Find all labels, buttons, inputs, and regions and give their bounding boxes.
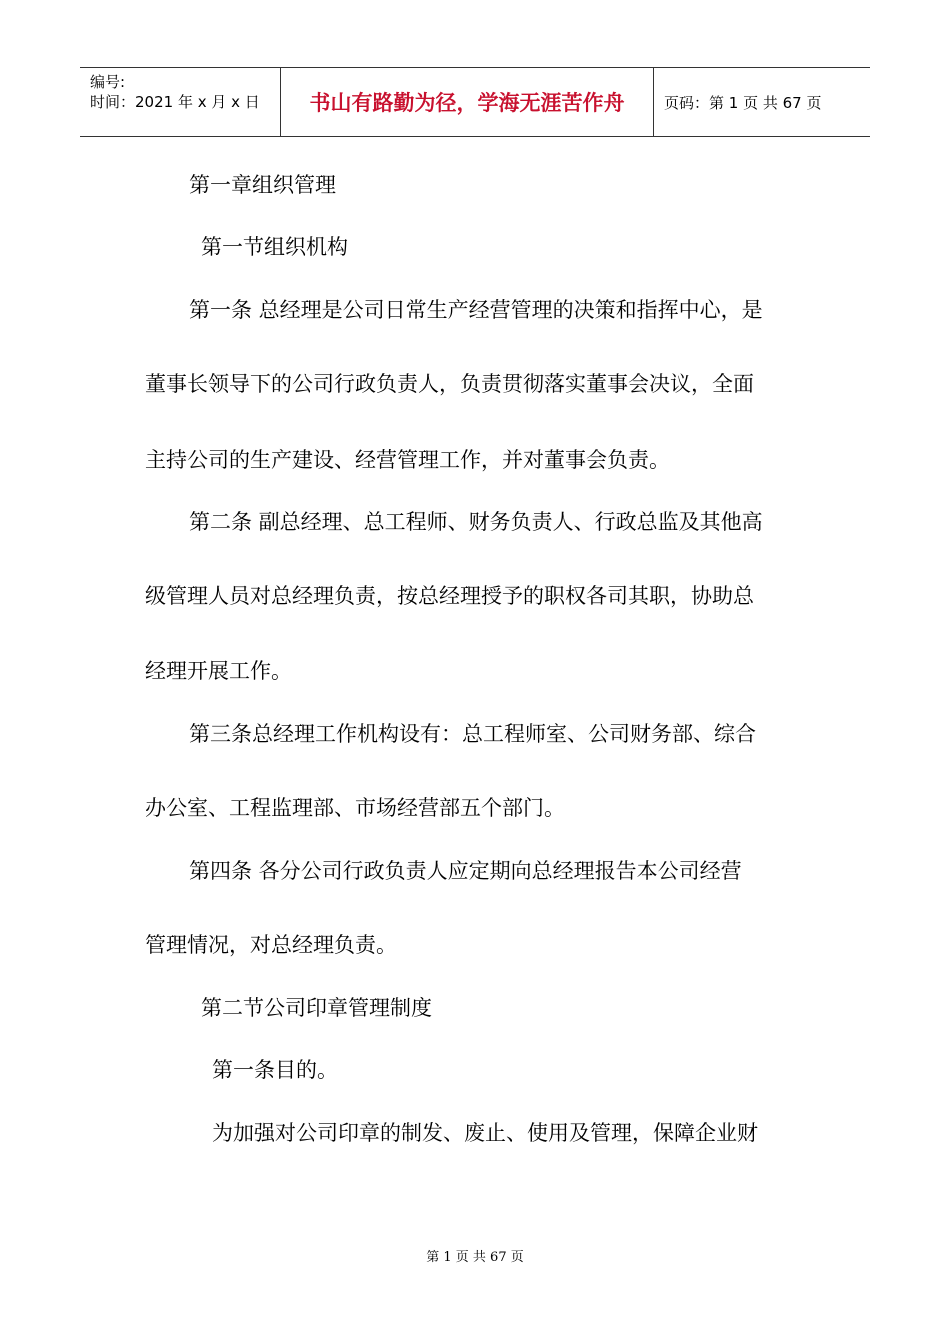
body-line: 第一条 总经理是公司日常生产经营管理的决策和指挥中心，是 bbox=[189, 298, 763, 322]
section-title: 第二节公司印章管理制度 bbox=[201, 996, 432, 1020]
body-line: 董事长领导下的公司行政负责人，负责贯彻落实董事会决议，全面 bbox=[145, 372, 754, 396]
body-line: 办公室、工程监理部、市场经营部五个部门。 bbox=[145, 796, 565, 820]
chapter-title: 第一章组织管理 bbox=[189, 173, 336, 197]
header-page-label: 页码：第 1 页 共 67 页 bbox=[664, 93, 822, 112]
body-line: 经理开展工作。 bbox=[145, 659, 292, 683]
body-line: 第四条 各分公司行政负责人应定期向总经理报告本公司经营 bbox=[189, 859, 742, 883]
body-line: 主持公司的生产建设、经营管理工作，并对董事会负责。 bbox=[145, 448, 670, 472]
body-line: 级管理人员对总经理负责，按总经理授予的职权各司其职，协助总 bbox=[145, 584, 754, 608]
body-line: 第一条目的。 bbox=[212, 1058, 338, 1082]
document-header bbox=[80, 67, 870, 137]
header-motto: 书山有路勤为径，学海无涯苦作舟 bbox=[281, 68, 654, 136]
body-line: 管理情况，对总经理负责。 bbox=[145, 933, 397, 957]
body-line: 第二条 副总经理、总工程师、财务负责人、行政总监及其他高 bbox=[189, 510, 763, 534]
body-line: 为加强对公司印章的制发、废止、使用及管理，保障企业财 bbox=[212, 1121, 758, 1145]
section-title: 第一节组织机构 bbox=[201, 235, 348, 259]
page-footer: 第 1 页 共 67 页 bbox=[426, 1250, 524, 1265]
body-line: 第三条总经理工作机构设有：总工程师室、公司财务部、综合 bbox=[189, 722, 756, 746]
number-label: 编号: bbox=[90, 73, 126, 91]
header-meta-cell bbox=[80, 68, 281, 136]
time-label: 时间：2021 年 x 月 x 日 bbox=[90, 93, 260, 111]
